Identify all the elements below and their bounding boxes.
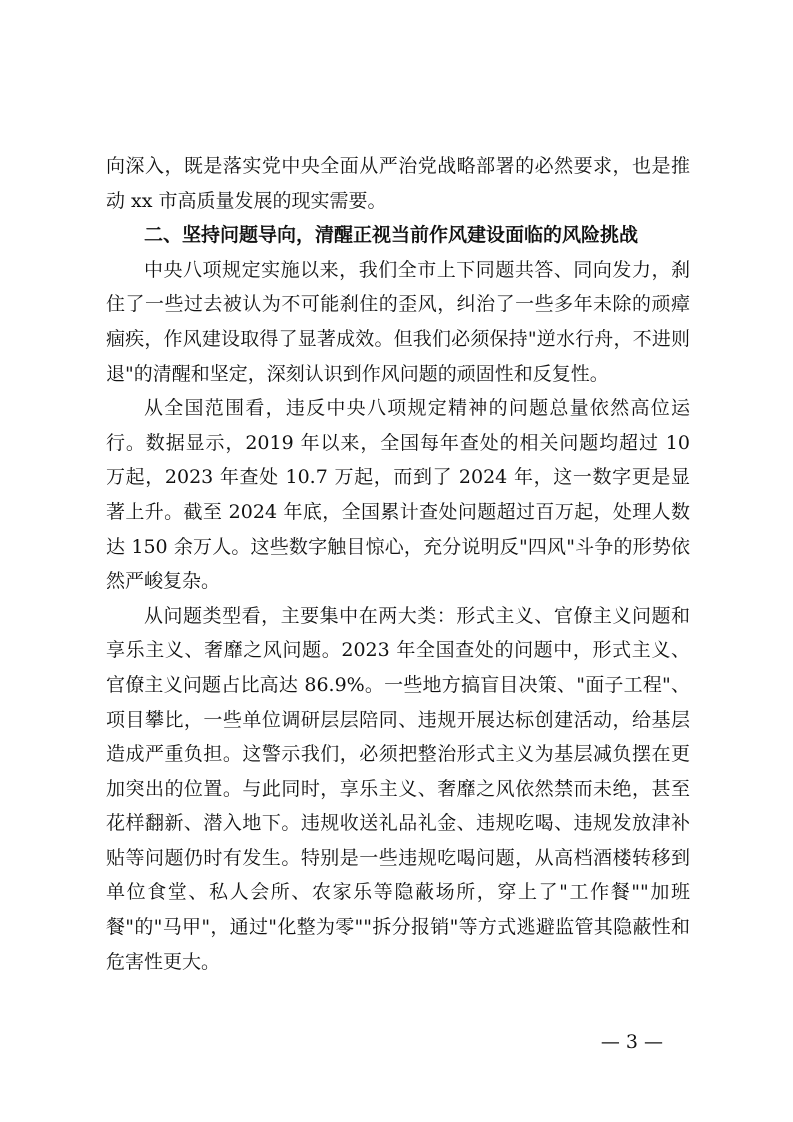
paragraph-continuation: 向深入，既是落实党中央全面从严治党战略部署的必然要求，也是推动 xx 市高质量发展的现实需要。	[106, 155, 690, 212]
document-body	[106, 149, 690, 979]
paragraph: 中央八项规定实施以来，我们全市上下同题共答、同向发力，刹住了一些过去被认为不可能刹住的歪风，纠治了一些多年未除的顽瘴痼疾，作风建设取得了显著成效。但我们必须保持"逆水行舟，不进则退"的清醒和坚定，深刻认识到作风问题的顽固性和反复性。	[106, 258, 690, 385]
page-number: — 3 —	[600, 1031, 663, 1053]
paragraph: 从问题类型看，主要集中在两大类：形式主义、官僚主义问题和享乐主义、奢靡之风问题。2023 年全国查处的问题中，形式主义、官僚主义问题占比高达 86.9%。一些地方搞盲目决策、"面子工程"、项目攀比，一些单位调研层层陪同、违规开展达标创建活动，给基层造成严重负担。这警示我们，必须把整治形式主义为基层减负摆在更加突出的位置。与此同时，享乐主义、奢靡之风依然禁而未绝，甚至花样翻新、潜入地下。违规收送礼品礼金、违规吃喝、违规发放津补贴等问题仍时有发生。特别是一些违规吃喝问题，从高档酒楼转移到单位食堂、私人会所、农家乐等隐蔽场所，穿上了"工作餐""加班餐"的"马甲"，通过"化整为零""拆分报销"等方式逃避监管其隐蔽性和危害性更大。	[106, 604, 690, 973]
section-heading: 二、坚持问题导向，清醒正视当前作风建设面临的风险挑战	[144, 224, 639, 247]
paragraph: 从全国范围看，违反中央八项规定精神的问题总量依然高位运行。数据显示，2019 年以来，全国每年查处的相关问题均超过 10 万起，2023 年查处 10.7 万起，而到了 2024 年，这一数字更是显著上升。截至 2024 年底，全国累计查处问题超过百万起，处理人数达 150 余万人。这些数字触目惊心，充分说明反"四风"斗争的形势依然严峻复杂。	[106, 397, 690, 593]
